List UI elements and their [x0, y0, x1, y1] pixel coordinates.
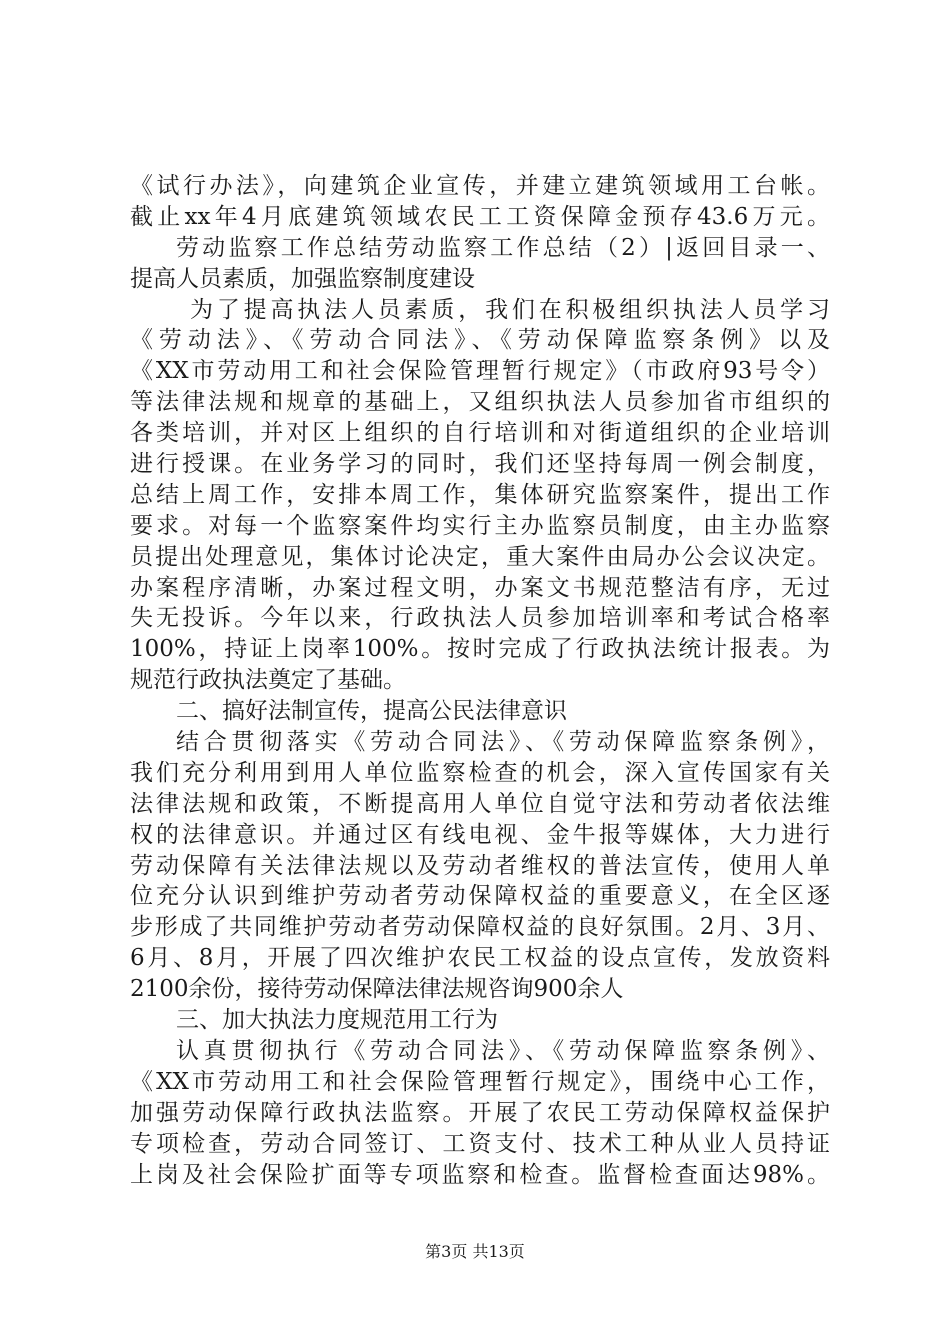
- body-text: [130, 171, 830, 1190]
- text-line: 截止xx年4月底建筑领域农民工工资保障金预存43.6万元。: [130, 203, 830, 230]
- text-line: 步形成了共同维护劳动者劳动保障权益的良好氛围。2月、3月、: [130, 914, 830, 941]
- text-line: 认真贯彻执行《劳动合同法》、《劳动保障监察条例》、: [176, 1037, 830, 1064]
- text-line: 2100余份，接待劳动保障法律法规咨询900余人: [130, 976, 624, 1003]
- page-footer: [0, 1242, 950, 1262]
- text-line: 专项检查，劳动合同签订、工资支付、技术工种从业人员持证: [130, 1130, 830, 1157]
- text-line: 进行授课。在业务学习的同时，我们还坚持每周一例会制度，: [130, 451, 830, 478]
- text-line: 法律法规和政策，不断提高用人单位自觉守法和劳动者依法维: [130, 790, 830, 817]
- text-line: 位充分认识到维护劳动者劳动保障权益的重要意义，在全区逐: [130, 883, 830, 910]
- text-line: 加强劳动保障行政执法监察。开展了农民工劳动保障权益保护: [130, 1099, 830, 1126]
- text-line: 为了提高执法人员素质，我们在积极组织执法人员学习: [190, 296, 830, 323]
- text-line: 结合贯彻落实《劳动合同法》、《劳动保障监察条例》，: [176, 729, 830, 756]
- page-number: 第3页 共13页: [425, 1242, 525, 1261]
- text-line: 办案程序清晰，办案过程文明，办案文书规范整洁有序，无过: [130, 574, 830, 601]
- text-line: 劳动保障有关法律法规以及劳动者维权的普法宣传，使用人单: [130, 852, 830, 879]
- section-heading: 二、搞好法制宣传，提高公民法律意识: [176, 698, 567, 725]
- text-line: 失无投诉。今年以来，行政执法人员参加培训率和考试合格率: [130, 605, 830, 632]
- text-line: 《XX市劳动用工和社会保险管理暂行规定》（市政府93号令）: [130, 358, 830, 385]
- text-line: 《劳动法》、《劳动合同法》、《劳动保障监察条例》以及: [130, 327, 830, 354]
- text-line: 提高人员素质，加强监察制度建设: [130, 265, 475, 292]
- text-line: 权的法律意识。并通过区有线电视、金牛报等媒体，大力进行: [130, 821, 830, 848]
- text-line: 规范行政执法奠定了基础。: [130, 667, 406, 694]
- text-line: 《XX市劳动用工和社会保险管理暂行规定》，围绕中心工作，: [130, 1068, 830, 1095]
- text-line: 总结上周工作，安排本周工作，集体研究监察案件，提出工作: [130, 481, 830, 508]
- text-line: 要求。对每一个监察案件均实行主办监察员制度，由主办监察: [130, 512, 830, 539]
- text-line: 我们充分利用到用人单位监察检查的机会，深入宣传国家有关: [130, 759, 830, 786]
- text-line: 劳动监察工作总结劳动监察工作总结（2）|返回目录一、: [176, 234, 830, 261]
- section-heading: 三、加大执法力度规范用工行为: [176, 1007, 498, 1034]
- text-line: 100%，持证上岗率100%。按时完成了行政执法统计报表。为: [130, 636, 830, 663]
- text-line: 各类培训，并对区上组织的自行培训和对街道组织的企业培训: [130, 420, 830, 447]
- text-line: 上岗及社会保险扩面等专项监察和检查。监督检查面达98%。: [130, 1161, 830, 1188]
- text-line: 《试行办法》，向建筑企业宣传，并建立建筑领域用工台帐。: [130, 173, 830, 199]
- text-line: 员提出处理意见，集体讨论决定，重大案件由局办公会议决定。: [130, 543, 830, 570]
- text-line: 6月、8月，开展了四次维护农民工权益的设点宣传，发放资料: [130, 945, 830, 972]
- text-line: 等法律法规和规章的基础上，又组织执法人员参加省市组织的: [130, 389, 830, 416]
